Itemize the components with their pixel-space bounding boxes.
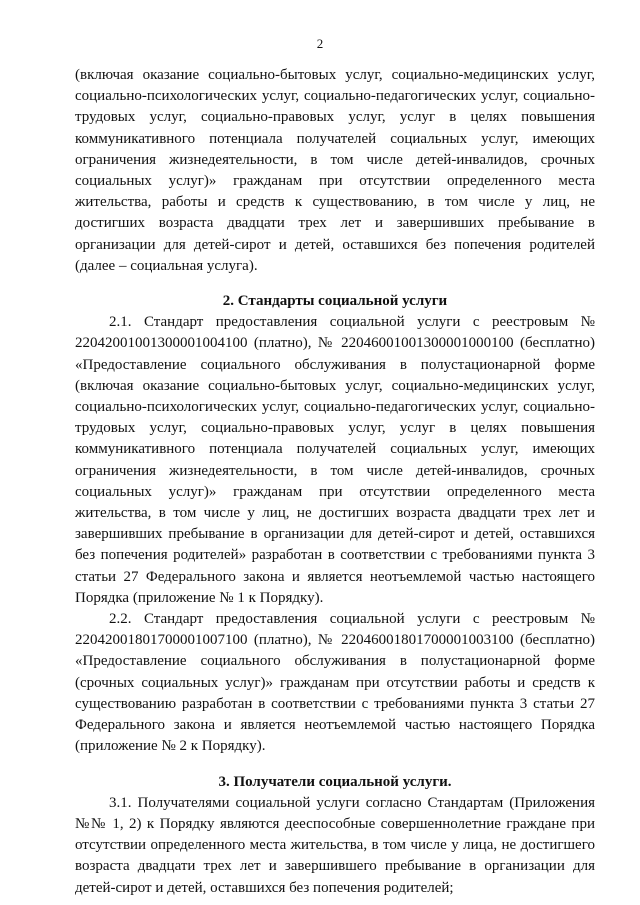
section-2-heading: 2. Стандарты социальной услуги [222,293,448,310]
document-body [75,65,595,899]
paragraph-2-1: 2.1. Стандарт предоставления социальной услуги с реестровым № 22042001001300001004100 (платно), № 22046001001300001000100 (бесплатно) «Предоставление социального обслуживания в полустационарной форме (включая оказание социально-бытовых услуг, социально-медицинских услуг, социально-психологических услуг, социально-педагогических услуг, социально-трудовых услуг, социально-правовых услуг, услуг в целях повышения коммуникативного потенциала получателей социальных услуг, имеющих ограничения жизнедеятельности, в том числе детей-инвалидов, срочных социальных услуг)» гражданам при отсутствии определенного места жительства, в том числе у лиц, не достигших возраста двадцати трех лет и завершивших пребывание в организации для детей-сирот и детей, оставшихся без попечения родителей» разработан в соответствии с требованиями пункта 3 статьи 27 Федерального закона и является неотъемлемой частью настоящего Порядка (приложение № 1 к Порядку). [75,314,595,606]
section-3-heading: 3. Получатели социальной услуги. [218,773,452,790]
intro-paragraph: (включая оказание социально-бытовых услуг, социально-медицинских услуг, социально-психологических услуг, социально-педагогических услуг, социально-трудовых услуг, социально-правовых услуг, услуг в целях повышения коммуникативного потенциала получателей социальных услуг, имеющих ограничения жизнедеятельности, в том числе детей-инвалидов, срочных социальных услуг)» гражданам при отсутствии определенного места жительства, работы и средств к существованию, в том числе у лиц, не достигших возраста двадцати трех лет и завершивших пребывание в организации для детей-сирот и детей, оставшихся без попечения родителей (далее – социальная услуга). [75,67,595,274]
paragraph-2-2: 2.2. Стандарт предоставления социальной услуги с реестровым № 22042001801700001007100 (платно), № 22046001801700001003100 (бесплатно) «Предоставление социального обслуживания в полустационарной форме (срочных социальных услуг)» гражданам при отсутствии работы и средств к существованию разработан в соответствии с требованиями пункта 3 статьи 27 Федерального закона и является неотъемлемой частью настоящего Порядка (приложение № 2 к Порядку). [75,611,595,755]
page-number: 2 [316,36,324,51]
spacer [75,758,595,772]
spacer [75,277,595,291]
paragraph-3-1: 3.1. Получателями социальной услуги согласно Стандартам (Приложения №№ 1, 2) к Порядку являются дееспособные совершеннолетние граждане при отсутствии определенного места жительства, в том числе у лица, не достигшего возраста двадцати трех лет и завершившего пребывание в организации для детей-сирот и детей, оставшихся без попечения родителей; [75,794,595,896]
